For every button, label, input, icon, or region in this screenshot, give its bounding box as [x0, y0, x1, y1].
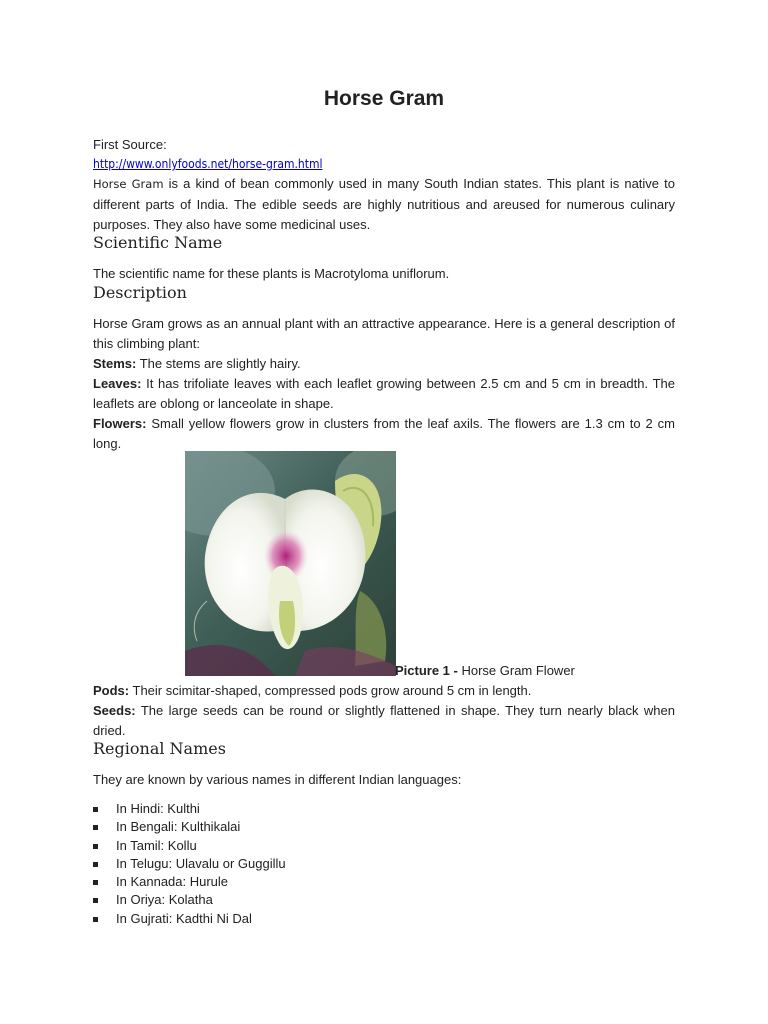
stems-line — [93, 354, 675, 374]
leaves-text: It has trifoliate leaves with each leaflet growing between 2.5 cm and 5 cm in breadth. The leaflets are oblong or lanceolate in shape. — [93, 376, 675, 411]
leaves-line — [93, 374, 675, 414]
pods-label: Pods: — [93, 683, 130, 698]
pods-line — [93, 681, 675, 701]
bullet-icon — [93, 917, 98, 922]
list-item — [93, 873, 286, 891]
scientific-name-heading: Scientific Name — [93, 233, 223, 252]
leaves-label: Leaves: — [93, 376, 142, 391]
list-item-text: In Kannada: Hurule — [116, 874, 229, 890]
bullet-icon — [93, 898, 98, 903]
list-item — [93, 891, 286, 909]
list-item — [93, 818, 286, 836]
flowers-line — [93, 414, 675, 454]
intro-term: Horse Gram — [93, 177, 164, 191]
stems-label: Stems: — [93, 356, 137, 371]
pods-text: Their scimitar-shaped, compressed pods grow around 5 cm in length. — [129, 683, 532, 698]
horse-gram-flower-image — [185, 451, 396, 676]
figure-caption-text: Horse Gram Flower — [461, 663, 575, 678]
bullet-icon — [93, 807, 98, 812]
flowers-label: Flowers: — [93, 416, 147, 431]
description-intro: Horse Gram grows as an annual plant with an attractive appearance. Here is a general description of this climbing plant: — [93, 316, 675, 351]
scientific-name-text: The scientific name for these plants is Macrotyloma uniflorum. — [93, 266, 450, 281]
bullet-icon — [93, 844, 98, 849]
figure-caption-label: Picture 1 - — [395, 663, 462, 678]
intro-text: is a kind of bean commonly used in many South Indian states. This plant is native to different parts of India. The edible seeds are highly nutritious and areused for numerous culinary purposes. They also have some medicinal uses. — [93, 176, 675, 232]
description-heading: Description — [93, 283, 187, 302]
regional-names-intro: They are known by various names in different Indian languages: — [93, 772, 462, 787]
regional-names-heading: Regional Names — [93, 739, 226, 758]
intro-paragraph — [93, 174, 675, 236]
list-item — [93, 837, 286, 855]
source-label: First Source: — [93, 137, 167, 152]
list-item-text: In Telugu: Ulavalu or Guggillu — [116, 855, 286, 871]
figure-caption — [395, 661, 575, 681]
list-item-text: In Bengali: Kulthikalai — [116, 819, 241, 835]
bullet-icon — [93, 862, 98, 867]
stems-text: The stems are slightly hairy. — [136, 356, 301, 371]
bullet-icon — [93, 825, 98, 830]
list-item — [93, 910, 286, 928]
flowers-text: Small yellow flowers grow in clusters from the leaf axils. The flowers are 1.3 cm to 2 cm long. — [93, 416, 675, 451]
seeds-line — [93, 701, 675, 741]
page-title: Horse Gram — [323, 87, 445, 110]
seeds-label: Seeds: — [93, 703, 136, 718]
regional-names-list — [93, 800, 286, 928]
list-item — [93, 800, 286, 818]
list-item-text: In Oriya: Kolatha — [116, 892, 213, 908]
list-item-text: In Gujrati: Kadthi Ni Dal — [116, 910, 252, 926]
bullet-icon — [93, 880, 98, 885]
list-item — [93, 855, 286, 873]
list-item-text: In Tamil: Kollu — [116, 837, 197, 853]
source-link[interactable]: http://www.onlyfoods.net/horse-gram.html — [93, 157, 323, 171]
list-item-text: In Hindi: Kulthi — [116, 801, 200, 816]
seeds-text: The large seeds can be round or slightly flattened in shape. They turn nearly black when dried. — [93, 703, 675, 738]
